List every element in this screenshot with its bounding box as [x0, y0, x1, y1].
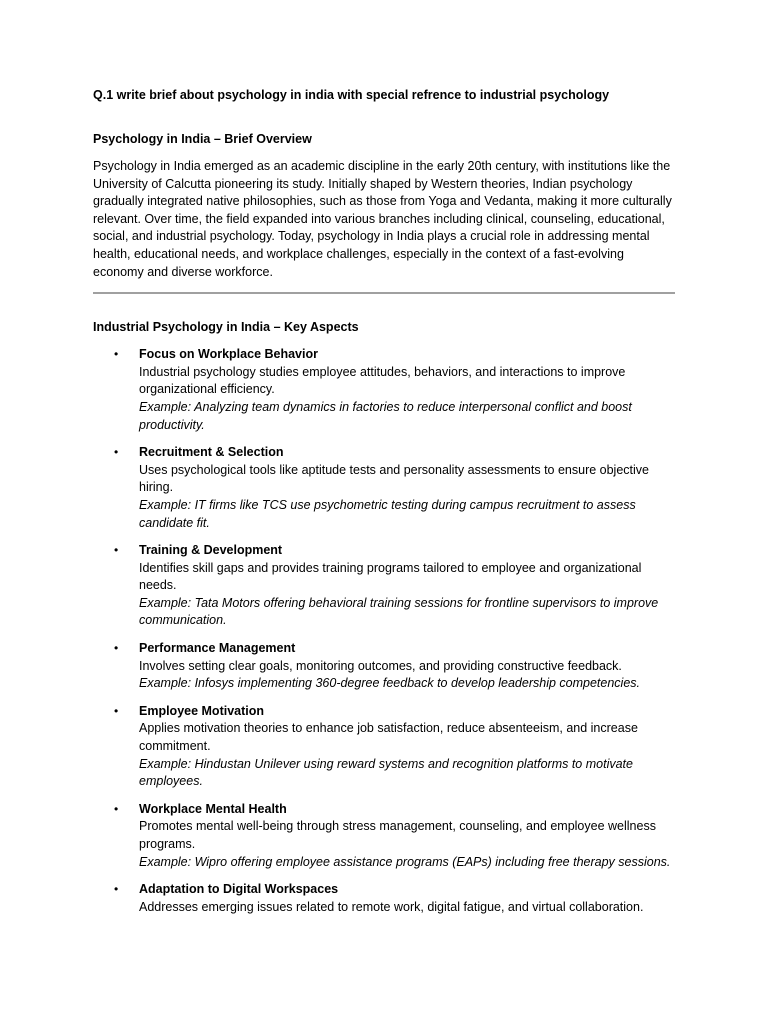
bullet-icon: •: [114, 882, 119, 897]
bullet-icon: •: [114, 703, 119, 718]
bullet-icon: •: [114, 445, 119, 460]
list-item: [93, 444, 675, 532]
aspect-description: Identifies skill gaps and provides training programs tailored to employee and organizational needs.: [139, 560, 642, 593]
aspect-description: Involves setting clear goals, monitoring outcomes, and providing constructive feedback.: [139, 658, 622, 673]
aspect-title: Focus on Workplace Behavior: [139, 347, 318, 362]
list-item: [93, 346, 675, 434]
bullet-icon: •: [114, 347, 119, 362]
question-title: Q.1 write brief about psychology in india with special refrence to industrial psychology: [93, 88, 610, 102]
aspect-description: Addresses emerging issues related to remote work, digital fatigue, and virtual collaboration.: [139, 899, 644, 914]
bullet-icon: •: [114, 801, 119, 816]
document-page: [93, 86, 675, 926]
aspect-title: Recruitment & Selection: [139, 445, 284, 460]
overview-paragraph: Psychology in India emerged as an academic discipline in the early 20th century, with institutions like the University of Calcutta pioneering its study. Initially shaped by Western theories, Indian psychology gradually integrated native philosophies, such as those from Yoga and Vedanta, making it more culturally relevant. Over time, the field expanded into various branches including clinical, counseling, educational, social, and industrial psychology. Today, psychology in India plays a crucial role in addressing mental health, educational needs, and workplace challenges, especially in the context of a fast-evolving economy and diverse workforce.: [93, 159, 672, 279]
overview-heading: Psychology in India – Brief Overview: [93, 132, 312, 146]
section-divider: [93, 292, 675, 294]
aspect-title: Adaptation to Digital Workspaces: [139, 882, 339, 897]
aspect-title: Employee Motivation: [139, 703, 265, 718]
aspect-title: Workplace Mental Health: [139, 801, 287, 816]
aspect-description: Industrial psychology studies employee attitudes, behaviors, and interactions to improve organizational efficiency.: [139, 364, 626, 397]
list-item: [93, 542, 675, 630]
aspect-title: Training & Development: [139, 543, 283, 558]
aspect-example: Example: IT firms like TCS use psychometric testing during campus recruitment to assess candidate fit.: [139, 497, 636, 530]
list-item: [93, 640, 675, 693]
list-item: [93, 703, 675, 791]
aspect-example: Example: Analyzing team dynamics in factories to reduce interpersonal conflict and boost productivity.: [139, 399, 632, 432]
bullet-icon: •: [114, 543, 119, 558]
aspect-description: Promotes mental well-being through stress management, counseling, and employee wellness programs.: [139, 819, 656, 851]
aspect-title: Performance Management: [139, 641, 296, 656]
industrial-heading: Industrial Psychology in India – Key Aspects: [93, 320, 359, 335]
key-aspects-list: [93, 346, 675, 916]
aspect-example: Example: Wipro offering employee assistance programs (EAPs) including free therapy sessions.: [139, 854, 671, 869]
bullet-icon: •: [114, 641, 119, 656]
aspect-example: Example: Tata Motors offering behavioral training sessions for frontline supervisors to improve communication.: [139, 595, 659, 628]
list-item: [93, 801, 675, 871]
list-item: [93, 881, 675, 916]
aspect-description: Applies motivation theories to enhance job satisfaction, reduce absenteeism, and increase commitment.: [139, 721, 638, 754]
aspect-description: Uses psychological tools like aptitude tests and personality assessments to ensure objective hiring.: [139, 462, 649, 495]
aspect-example: Example: Hindustan Unilever using reward systems and recognition platforms to motivate employees.: [139, 756, 633, 789]
aspect-example: Example: Infosys implementing 360-degree feedback to develop leadership competencies.: [139, 676, 640, 691]
